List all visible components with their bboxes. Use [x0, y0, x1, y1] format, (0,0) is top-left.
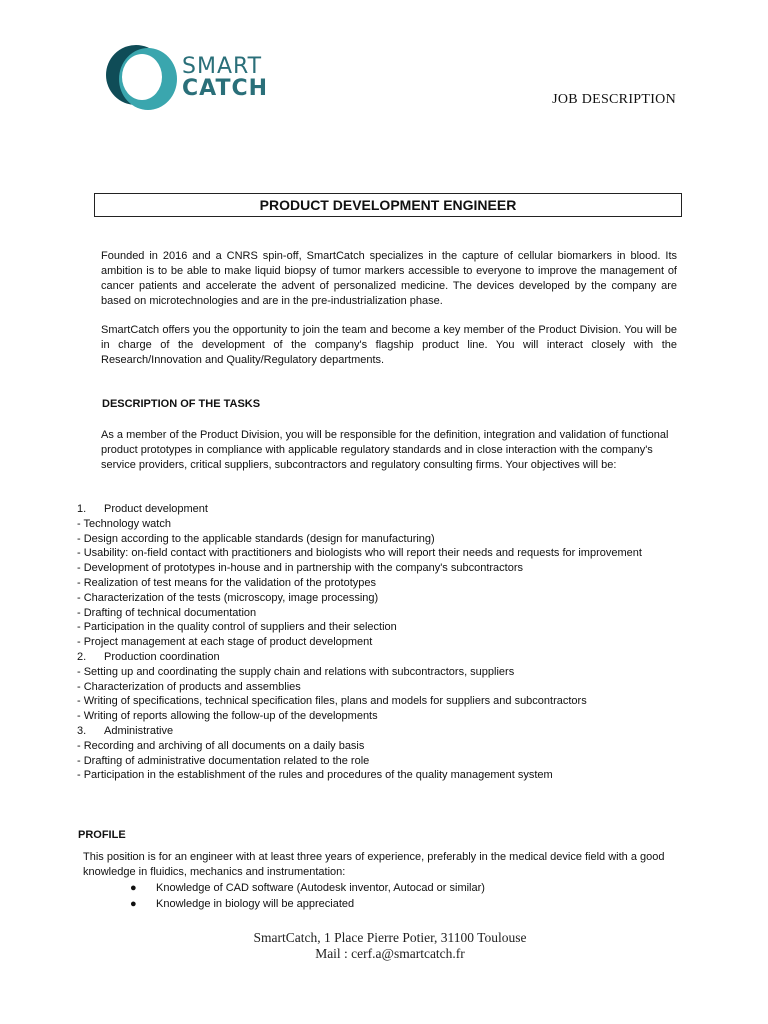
- task-item: - Setting up and coordinating the supply chain and relations with subcontractors, suppliers: [77, 665, 515, 678]
- task-item: - Writing of reports allowing the follow-up of the developments: [77, 710, 378, 723]
- section-heading: [77, 650, 677, 665]
- section-number: 3.: [77, 724, 87, 737]
- bullet-text: Knowledge of CAD software (Autodesk inventor, Autocad or similar): [156, 882, 485, 894]
- task-item: - Characterization of products and assemblies: [77, 680, 301, 693]
- footer-mail: Mail : cerf.a@smartcatch.fr: [315, 946, 465, 961]
- logo-mark-icon: [104, 42, 178, 112]
- profile-intro: This position is for an engineer with at least three years of experience, preferably in the medical device field with a good knowledge in fluidics, mechanics and instrumentation:: [83, 851, 665, 878]
- section-heading: [77, 502, 677, 517]
- task-item: - Usability: on-field contact with practitioners and biologists who will report their needs and requests for improvement: [77, 547, 642, 560]
- task-item: - Drafting of technical documentation: [77, 606, 257, 619]
- section-heading: [77, 724, 677, 739]
- section-title: Product development: [104, 503, 208, 515]
- task-item: - Development of prototypes in-house and in partnership with the company's subcontractors: [77, 562, 524, 575]
- intro-paragraph-1: Founded in 2016 and a CNRS spin-off, SmartCatch specializes in the capture of cellular biomarkers in blood. Its ambition is to be able to make liquid biopsy of tumor markers accessible to everyone to improve the management of cancer patients and accelerate the advent of personalized medicine. The devices developed by the company are based on microtechnologies and are in the pre-industrialization phase.: [101, 250, 677, 307]
- list-item: [130, 880, 485, 896]
- task-item: - Recording and archiving of all documents on a daily basis: [77, 739, 365, 752]
- task-list: [77, 502, 677, 783]
- list-item: [130, 896, 485, 912]
- intro-paragraph-2: SmartCatch offers you the opportunity to join the team and become a key member of the Product Division. You will be in charge of the development of the company's flagship product line. You will interact closely with the Research/Innovation and Quality/Regulatory departments.: [101, 324, 677, 366]
- section-title: Administrative: [104, 724, 174, 737]
- tasks-heading: DESCRIPTION OF THE TASKS: [102, 398, 261, 410]
- profile-bullets: [130, 880, 485, 912]
- smartcatch-logo: [104, 42, 294, 112]
- section-number: 1.: [77, 503, 87, 515]
- task-item: - Project management at each stage of product development: [77, 636, 373, 649]
- task-item: - Drafting of administrative documentation related to the role: [77, 754, 370, 767]
- task-item: - Writing of specifications, technical specification files, plans and models for suppliers and subcontractors: [77, 695, 587, 708]
- section-title: Production coordination: [104, 650, 220, 663]
- task-item: - Realization of test means for the validation of the prototypes: [77, 576, 376, 589]
- logo-word-catch: CATCH: [182, 76, 269, 101]
- logo-word-smart: SMART: [182, 54, 263, 79]
- footer-address: SmartCatch, 1 Place Pierre Potier, 31100 Toulouse: [253, 930, 527, 945]
- task-item: - Technology watch: [77, 517, 171, 530]
- task-item: - Participation in the quality control of suppliers and their selection: [77, 621, 397, 634]
- bullet-icon: ●: [130, 898, 137, 910]
- profile-heading: PROFILE: [78, 829, 126, 841]
- section-number: 2.: [77, 650, 87, 663]
- tasks-intro: As a member of the Product Division, you will be responsible for the definition, integration and validation of functional product prototypes in compliance with applicable regulatory standards and in close interaction with the company's service providers, critical suppliers, subcontractors and regulatory consulting firms. Your objectives will be:: [101, 429, 669, 471]
- task-item: - Design according to the applicable standards (design for manufacturing): [77, 532, 435, 545]
- document-type: JOB DESCRIPTION: [552, 92, 676, 107]
- task-item: - Participation in the establishment of the rules and procedures of the quality management system: [77, 769, 553, 782]
- job-title: PRODUCT DEVELOPMENT ENGINEER: [94, 193, 682, 217]
- bullet-text: Knowledge in biology will be appreciated: [156, 898, 355, 910]
- bullet-icon: ●: [130, 882, 137, 894]
- task-item: - Characterization of the tests (microscopy, image processing): [77, 591, 379, 604]
